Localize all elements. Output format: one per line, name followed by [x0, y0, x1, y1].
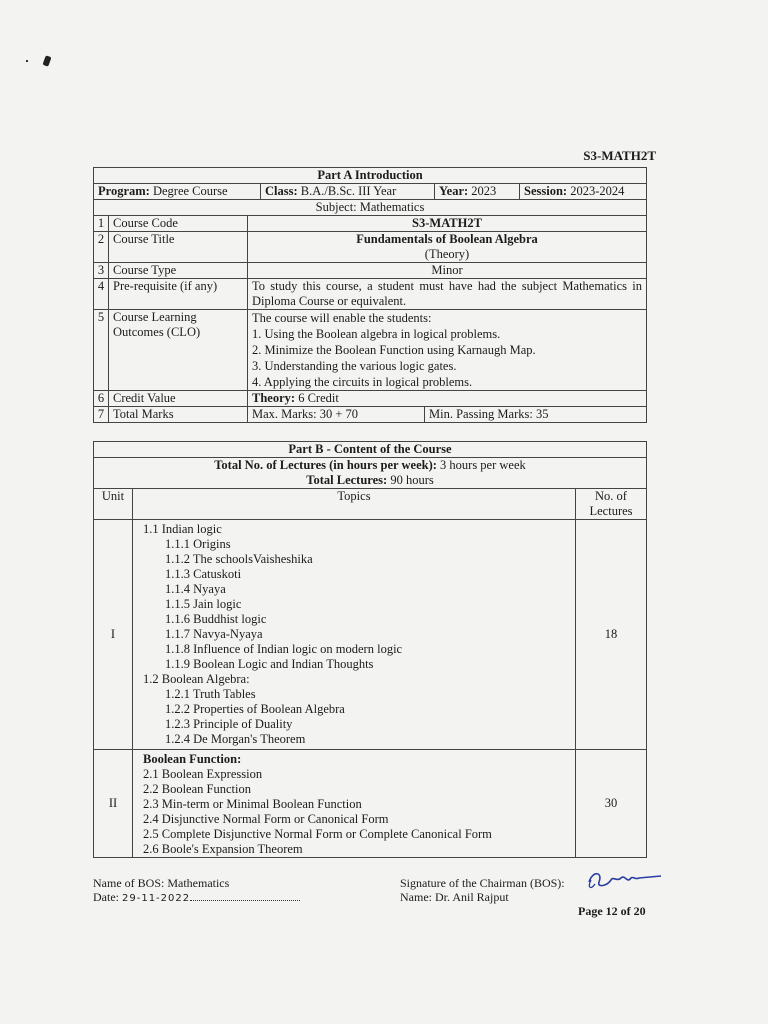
row-number: 4 [94, 279, 109, 310]
prerequisite-value: To study this course, a student must have had the subject Mathematics in Diploma Course or equivalent. [248, 279, 647, 310]
row-number: 5 [94, 310, 109, 391]
signature-label: Signature of the Chairman (BOS): [400, 876, 565, 890]
course-title-label: Course Title [109, 232, 248, 263]
topic-item: 1.1.3 Catuskoti [165, 567, 242, 581]
topic-item: 1.1.8 Influence of Indian logic on modern logic [165, 642, 403, 656]
year-cell [435, 184, 520, 199]
clo-label: Course Learning Outcomes (CLO) [109, 310, 248, 391]
topic-item: 2.1 Boolean Expression [143, 767, 263, 781]
unit-row [94, 520, 647, 750]
part-a-title: Part A Introduction [94, 168, 647, 184]
topic-item: 1.1 Indian logic [143, 522, 222, 536]
col-unit-header: Unit [94, 489, 133, 520]
row-number: 6 [94, 391, 109, 407]
topic-item: 1.1.5 Jain logic [165, 597, 242, 611]
class-cell [261, 184, 435, 199]
topic-item: 1.1.1 Origins [165, 537, 231, 551]
topic-item: 1.2.1 Truth Tables [165, 687, 256, 701]
session-value: 2023-2024 [570, 184, 625, 198]
topic-item: 1.2 Boolean Algebra: [143, 672, 250, 686]
row-number: 7 [94, 407, 109, 423]
year-label: Year: [439, 184, 469, 198]
unit-lectures: 30 [576, 750, 647, 858]
part-b-table [93, 441, 647, 858]
credit-cell [248, 391, 647, 407]
topic-item: 1.2.4 De Morgan's Theorem [165, 732, 306, 746]
topic-item: 1.1.2 The schoolsVaisheshika [165, 552, 313, 566]
clo-line: 4. Applying the circuits in logical problems. [252, 375, 473, 389]
course-title-kind: (Theory) [424, 247, 470, 261]
course-type-label: Course Type [109, 263, 248, 279]
unit-row [94, 750, 647, 858]
col-lectures-header: No. of Lectures [576, 489, 647, 520]
date-dots [190, 890, 300, 901]
clo-line: 3. Understanding the various logic gates. [252, 359, 457, 373]
unit-number: II [94, 750, 133, 858]
program-label: Program: [98, 184, 150, 198]
topic-item: 2.3 Min-term or Minimal Boolean Function [143, 797, 362, 811]
topic-item: 1.1.4 Nyaya [165, 582, 226, 596]
row-number: 2 [94, 232, 109, 263]
date-line [93, 890, 300, 905]
class-value: B.A./B.Sc. III Year [300, 184, 397, 198]
col-topics-header: Topics [133, 489, 576, 520]
date-value: 29-11-2022 [122, 893, 191, 904]
clo-line: 1. Using the Boolean algebra in logical problems. [252, 327, 501, 341]
program-row [94, 184, 647, 200]
document-code: S3-MATH2T [583, 148, 656, 163]
max-marks: Max. Marks: 30 + 70 [248, 407, 425, 422]
topic-item: 2.2 Boolean Function [143, 782, 251, 796]
credit-value-label: Theory: [252, 391, 296, 405]
topic-item: 2.6 Boole's Expansion Theorem [143, 842, 303, 856]
topic-item: 1.1.7 Navya-Nyaya [165, 627, 263, 641]
year-value: 2023 [471, 184, 497, 198]
session-cell [520, 184, 647, 199]
unit-heading: Boolean Function: [143, 752, 242, 766]
lectures-per-week-label: Total No. of Lectures (in hours per week): [214, 458, 437, 472]
topic-item: 2.4 Disjunctive Normal Form or Canonical Form [143, 812, 389, 826]
chairman-name: Name: Dr. Anil Rajput [400, 890, 509, 904]
bos-name: Name of BOS: Mathematics [93, 876, 230, 890]
unit-topics [133, 750, 576, 858]
program-cell [94, 184, 261, 199]
course-title-cell [248, 232, 647, 263]
topic-item: 2.5 Complete Disjunctive Normal Form or Complete Canonical Form [143, 827, 492, 841]
topic-item: 1.2.3 Principle of Duality [165, 717, 293, 731]
program-value: Degree Course [152, 184, 228, 198]
session-label: Session: [524, 184, 568, 198]
total-lectures-label: Total Lectures: [306, 473, 388, 487]
course-code-label: Course Code [109, 216, 248, 232]
topic-item: 1.2.2 Properties of Boolean Algebra [165, 702, 345, 716]
page-number: Page 12 of 20 [578, 904, 646, 918]
scan-speck-small [26, 60, 28, 62]
topic-item: 1.1.9 Boolean Logic and Indian Thoughts [165, 657, 374, 671]
prerequisite-label: Pre-requisite (if any) [109, 279, 248, 310]
part-a-table [93, 167, 647, 423]
unit-number: I [94, 520, 133, 750]
course-title-value: Fundamentals of Boolean Algebra [356, 232, 538, 246]
course-code-value: S3-MATH2T [248, 216, 647, 232]
class-label: Class: [265, 184, 298, 198]
row-number: 3 [94, 263, 109, 279]
subject-row: Subject: Mathematics [94, 200, 647, 216]
lectures-summary [94, 458, 647, 489]
total-marks-cell [248, 407, 647, 423]
scan-speck [42, 55, 51, 66]
handwritten-signature [585, 868, 665, 894]
min-passing-marks: Min. Passing Marks: 35 [429, 407, 549, 421]
course-type-value: Minor [248, 263, 647, 279]
topic-item: 1.1.6 Buddhist logic [165, 612, 267, 626]
lectures-per-week-value: 3 hours per week [440, 458, 526, 472]
total-marks-label: Total Marks [109, 407, 248, 423]
row-number: 1 [94, 216, 109, 232]
clo-cell [248, 310, 647, 391]
credit-label: Credit Value [109, 391, 248, 407]
clo-line: The course will enable the students: [252, 311, 432, 325]
unit-topics [133, 520, 576, 750]
clo-line: 2. Minimize the Boolean Function using Karnaugh Map. [252, 343, 536, 357]
unit-lectures: 18 [576, 520, 647, 750]
part-b-title: Part B - Content of the Course [94, 442, 647, 458]
date-label: Date: [93, 890, 119, 904]
total-lectures-value: 90 hours [390, 473, 434, 487]
credit-value: 6 Credit [298, 391, 339, 405]
